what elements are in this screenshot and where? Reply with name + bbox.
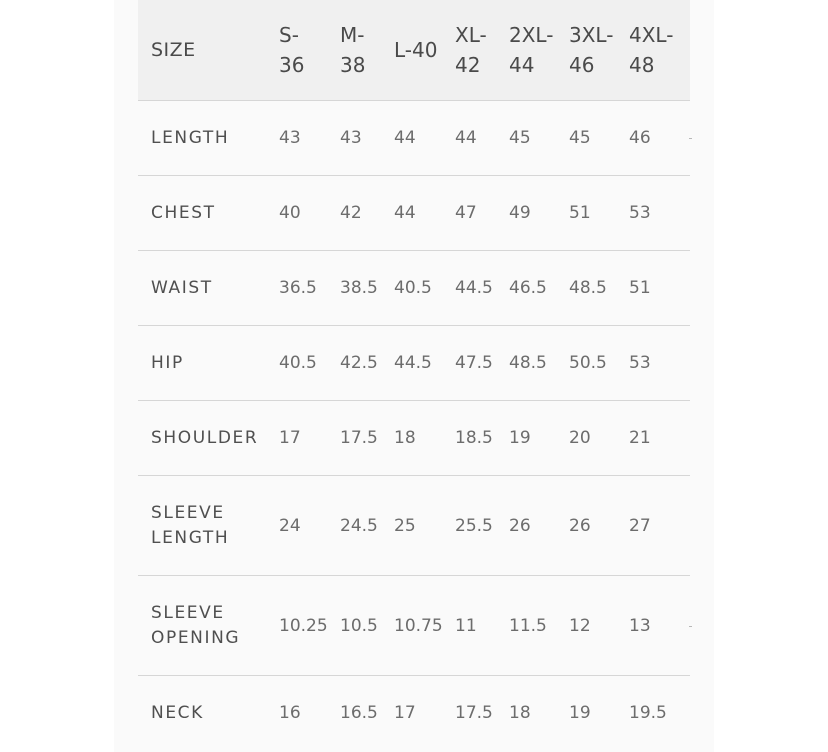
table-cell: 21 — [629, 428, 651, 448]
table-cell: 46 — [629, 128, 651, 148]
header-size-l-40: L-40 — [394, 38, 438, 62]
table-cell: 19.5 — [629, 703, 667, 723]
table-cell: 43 — [279, 128, 301, 148]
header-size-s-36: S-36 — [279, 23, 305, 77]
table-cell: 36.5 — [279, 278, 317, 298]
table-cell: 44.5 — [455, 278, 493, 298]
table-row-neck — [138, 676, 690, 750]
row-label: NECK — [151, 702, 204, 723]
table-cell: 47 — [455, 203, 477, 223]
table-cell: 16.5 — [340, 703, 378, 723]
table-cell: 42 — [340, 203, 362, 223]
table-cell: 53 — [629, 353, 651, 373]
table-cell: 45 — [509, 128, 531, 148]
table-row-length — [138, 101, 690, 176]
table-cell: 51 — [629, 278, 651, 298]
header-size-4xl-48: 4XL-48 — [629, 23, 674, 77]
table-cell: 53 — [629, 203, 651, 223]
table-cell: 11.5 — [509, 615, 547, 636]
table-cell: 17 — [279, 428, 301, 448]
table-cell: 18 — [509, 703, 531, 723]
table-cell: 26 — [569, 515, 591, 536]
clipped-cell-edge — [689, 626, 692, 627]
table-cell: 40 — [279, 203, 301, 223]
header-size-m-38: M-38 — [340, 23, 366, 77]
table-cell: 24 — [279, 515, 301, 536]
row-label: HIP — [151, 352, 184, 373]
table-row-waist — [138, 251, 690, 326]
table-cell: 42.5 — [340, 353, 378, 373]
header-size-label: SIZE — [151, 39, 196, 61]
table-cell: 25.5 — [455, 515, 493, 536]
table-cell: 48.5 — [509, 353, 547, 373]
table-cell: 44 — [394, 203, 416, 223]
table-cell: 46.5 — [509, 278, 547, 298]
header-size-2xl-44: 2XL-44 — [509, 23, 554, 77]
header-size-xl-42: XL-42 — [455, 23, 487, 77]
row-label: SHOULDER — [151, 427, 259, 448]
table-cell: 16 — [279, 703, 301, 723]
table-cell: 19 — [509, 428, 531, 448]
table-row-sleeve-length — [138, 476, 690, 576]
table-cell: 10.25 — [279, 615, 328, 636]
table-cell: 11 — [455, 615, 477, 636]
table-cell: 49 — [509, 203, 531, 223]
table-cell: 44 — [455, 128, 477, 148]
table-cell: 44.5 — [394, 353, 432, 373]
table-cell: 48.5 — [569, 278, 607, 298]
table-cell: 45 — [569, 128, 591, 148]
table-cell: 47.5 — [455, 353, 493, 373]
table-cell: 26 — [509, 515, 531, 536]
table-cell: 27 — [629, 515, 651, 536]
row-label: CHEST — [151, 202, 216, 223]
row-label: LENGTH — [151, 127, 230, 148]
table-cell: 51 — [569, 203, 591, 223]
table-row-chest — [138, 176, 690, 251]
table-cell: 25 — [394, 515, 416, 536]
table-cell: 17.5 — [340, 428, 378, 448]
table-cell: 38.5 — [340, 278, 378, 298]
table-cell: 40.5 — [279, 353, 317, 373]
table-cell: 18 — [394, 428, 416, 448]
table-cell: 17 — [394, 703, 416, 723]
size-chart-table — [138, 0, 690, 750]
table-row-sleeve-opening — [138, 576, 690, 676]
row-label: SLEEVE OPENING — [151, 602, 241, 648]
table-cell: 13 — [629, 615, 651, 636]
table-row-shoulder — [138, 401, 690, 476]
table-cell: 40.5 — [394, 278, 432, 298]
table-cell: 19 — [569, 703, 591, 723]
table-cell: 10.75 — [394, 615, 443, 636]
table-cell: 12 — [569, 615, 591, 636]
row-label: SLEEVE LENGTH — [151, 502, 230, 548]
table-cell: 10.5 — [340, 615, 378, 636]
table-cell: 20 — [569, 428, 591, 448]
table-cell: 17.5 — [455, 703, 493, 723]
clipped-cell-edge — [689, 138, 692, 139]
table-header-row — [138, 0, 690, 101]
table-cell: 24.5 — [340, 515, 378, 536]
row-label: WAIST — [151, 277, 213, 298]
table-cell: 50.5 — [569, 353, 607, 373]
table-row-hip — [138, 326, 690, 401]
table-cell: 44 — [394, 128, 416, 148]
table-cell: 18.5 — [455, 428, 493, 448]
table-cell: 43 — [340, 128, 362, 148]
header-size-3xl-46: 3XL-46 — [569, 23, 614, 77]
